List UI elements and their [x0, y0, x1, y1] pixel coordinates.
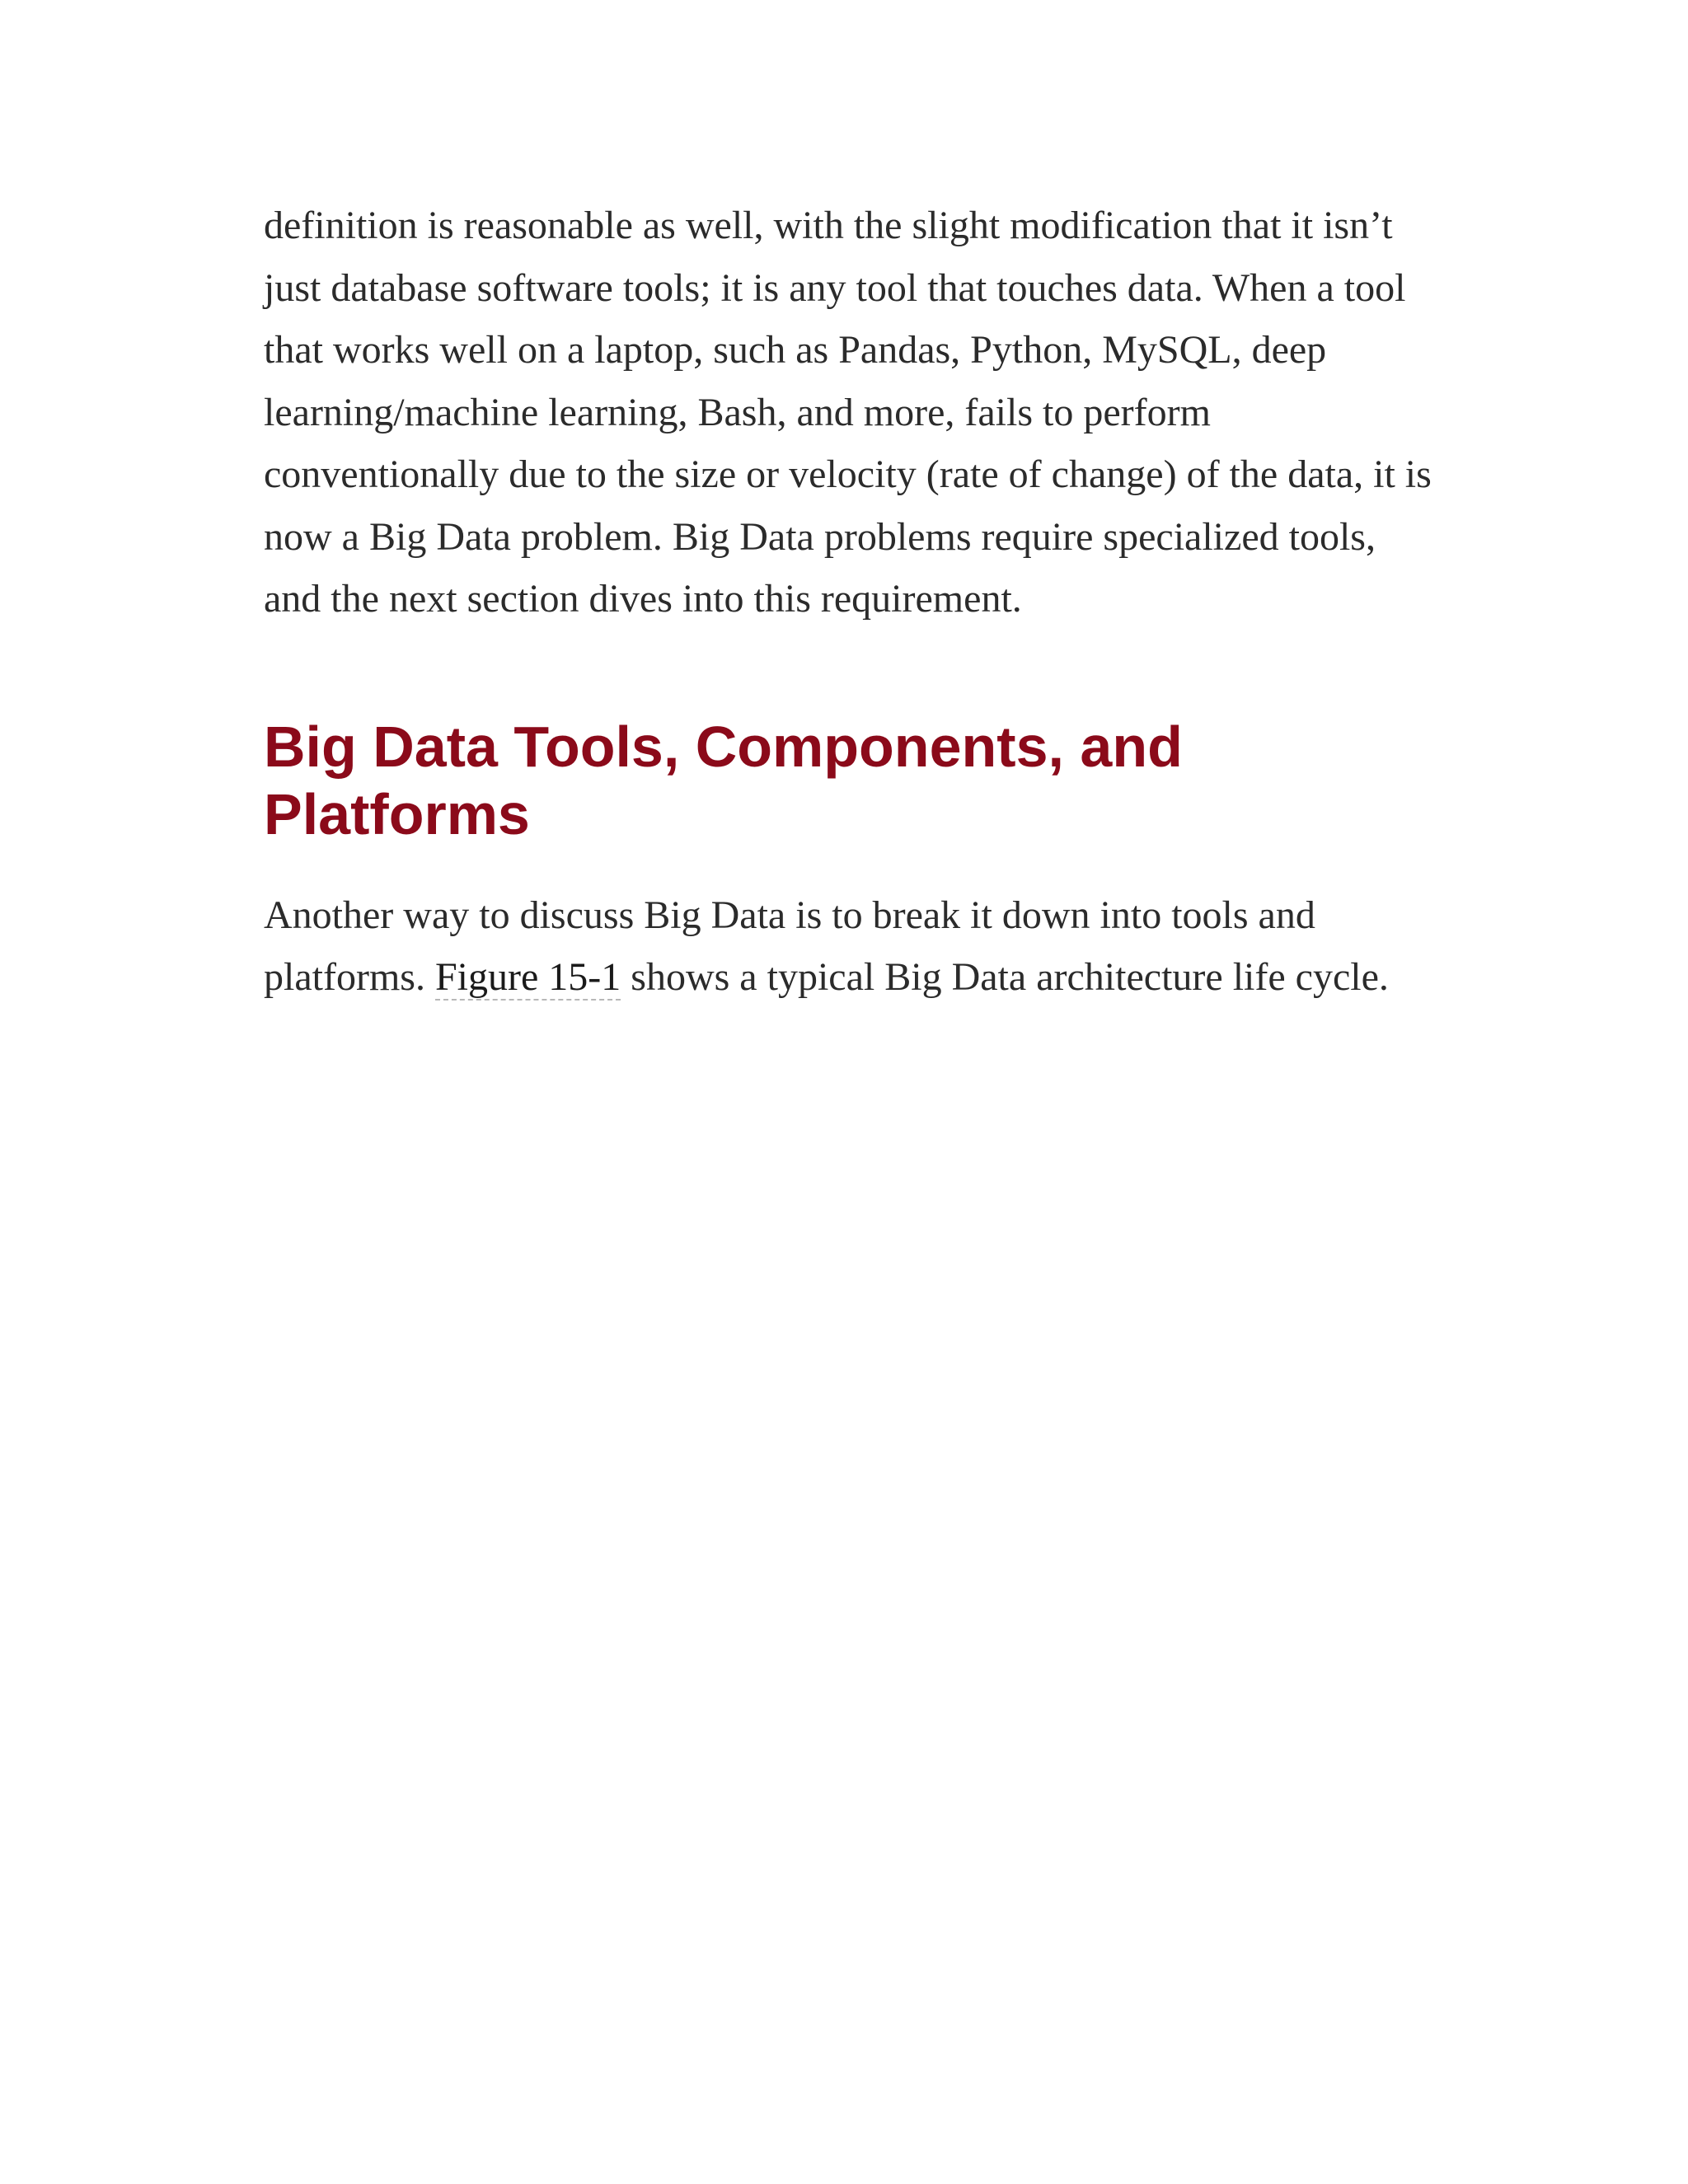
body-paragraph-2: [264, 884, 1434, 1009]
body-paragraph-1: definition is reasonable as well, with the slight modification that it isn’t just database software tools; it is any tool that touches data. When a tool that works well on a laptop, such as Pandas, Python, MySQL, deep learning/machine learning, Bash, and more, fails to perform conventionally due to the size or velocity (rate of change) of the data, it is now a Big Data problem. Big Data problems require specialized tools, and the next section dives into this requirement.: [264, 204, 1432, 621]
figure-reference-link[interactable]: Figure 15-1: [434, 955, 621, 999]
paragraph-2-text-start: Another way to discuss Big Data is to break it down into tools and platforms.: [264, 893, 1315, 999]
document-body: [264, 194, 1434, 1009]
section-heading: Big Data Tools, Components, and Platforms: [264, 714, 1183, 846]
paragraph-2-text-end: shows a typical Big Data architecture life cycle.: [631, 955, 1389, 999]
